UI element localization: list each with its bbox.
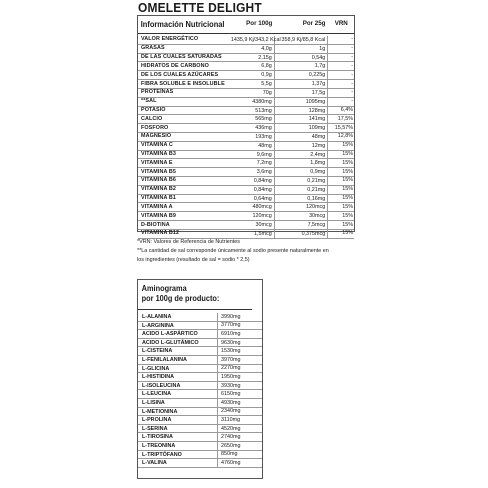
- table-row: [138, 212, 354, 221]
- table-row: [138, 399, 262, 408]
- nutrient-name: VITAMINA C: [141, 142, 173, 149]
- table-row: [138, 425, 262, 434]
- table-row: [138, 459, 262, 468]
- value-per-25g: 141mg: [275, 115, 329, 123]
- vrn-value: 15%: [342, 195, 354, 202]
- amino-acid-amount: 3770mg: [221, 322, 241, 329]
- nutrient-name: DE LOS CUALES AZÚCARES: [141, 71, 219, 78]
- nutrition-table-body: [138, 34, 354, 239]
- vrn-value: 15%: [342, 159, 354, 166]
- table-row: [138, 54, 354, 63]
- amino-acid-name: L-ALANINA: [138, 313, 218, 321]
- table-row: [138, 442, 262, 451]
- table-row: [138, 221, 354, 230]
- nutrient-name: D-BIOTINA: [141, 221, 170, 228]
- amino-acid-amount: 3930mg: [221, 382, 241, 389]
- amino-acid-name: ACIDO L-ASPÁRTICO: [138, 330, 218, 338]
- value-per-100g: 4,0g: [231, 45, 275, 53]
- nutrition-header-vrn: VRN: [334, 20, 348, 28]
- nutrient-name: VITAMINA B6: [141, 177, 176, 184]
- table-row: [138, 433, 262, 442]
- table-row: [138, 203, 354, 212]
- value-per-100g: 48mg: [231, 142, 275, 150]
- value-per-25g: 0,54g: [275, 54, 329, 62]
- vrn-value: 15,57%: [334, 124, 354, 131]
- vrn-value: 15%: [342, 168, 354, 175]
- table-row: [138, 313, 262, 322]
- nutrient-name: VITAMINA B5: [141, 168, 176, 175]
- amino-acid-name: L-TREONINA: [138, 442, 218, 450]
- vrn-value: 15%: [342, 186, 354, 193]
- value-per-100g: 5,5g: [231, 80, 275, 88]
- aminogram-table: [137, 279, 263, 479]
- footnotes: [137, 238, 357, 264]
- value-per-100g: 7,2mg: [231, 159, 275, 167]
- vrn-value: 15%: [342, 212, 354, 219]
- vrn-value: 17,5%: [337, 115, 354, 122]
- amino-acid-amount: 2740mg: [221, 434, 241, 441]
- amino-acid-amount: 1950mg: [221, 373, 241, 380]
- table-row: [138, 151, 354, 160]
- table-row: [138, 36, 354, 45]
- nutrient-name: VITAMINA B1: [141, 195, 176, 202]
- value-per-100g: 193mg: [231, 133, 275, 141]
- amino-acid-name: L-TRIPTÓFANO: [138, 451, 218, 459]
- table-row: [138, 45, 354, 54]
- table-row: [138, 159, 354, 168]
- table-row: [138, 107, 354, 116]
- value-per-25g: 7,5mcg: [275, 221, 329, 229]
- amino-acid-amount: 3970mg: [221, 356, 241, 363]
- value-per-100g: 30mcg: [231, 221, 275, 229]
- amino-acid-amount: 6910mg: [221, 330, 241, 337]
- nutrient-name: MAGNESIO: [141, 133, 172, 140]
- table-row: [138, 339, 262, 348]
- aminogram-body: [138, 310, 262, 468]
- vrn-value: 15%: [342, 203, 354, 210]
- amino-acid-name: L-LISINA: [138, 399, 218, 407]
- value-per-25g: 0,375mcg: [275, 230, 329, 238]
- table-row: [138, 322, 262, 331]
- value-per-25g: 0,225g: [275, 71, 329, 79]
- aminogram-title: Aminograma: [141, 284, 187, 293]
- vrn-value: 15%: [342, 142, 354, 149]
- value-per-25g: 120mcg: [275, 203, 329, 211]
- value-per-100g: 480mcg: [231, 203, 275, 211]
- table-row: [138, 124, 354, 133]
- amino-acid-amount: 4760mg: [221, 459, 241, 466]
- value-per-100g: 3,6mg: [231, 168, 275, 176]
- amino-acid-amount: 9630mg: [221, 339, 241, 346]
- amino-acid-name: L-VALINA: [138, 459, 218, 467]
- nutrient-name: GRASAS: [141, 45, 165, 52]
- footnote-vrn: *VRN: Valores de Referencia de Nutrientes: [137, 239, 240, 245]
- table-row: [138, 356, 262, 365]
- vrn-value: 15%: [342, 230, 354, 237]
- table-row: [138, 115, 354, 124]
- nutrient-name: **SAL: [141, 98, 157, 105]
- amino-acid-amount: 4930mg: [221, 399, 241, 406]
- nutrition-header-per25: Por 25g: [302, 20, 326, 28]
- value-per-100g: 0,9g: [231, 71, 275, 79]
- value-per-25g: 1g: [275, 45, 329, 53]
- value-per-25g: 1095mg: [275, 98, 329, 106]
- value-per-25g: 109mg: [275, 124, 329, 132]
- table-row: [138, 80, 354, 89]
- nutrition-table-header: [138, 16, 354, 34]
- table-row: [138, 373, 262, 382]
- amino-acid-name: L-LEUCINA: [138, 390, 218, 398]
- amino-acid-amount: 3110mg: [221, 416, 241, 423]
- value-per-100g: 4380mg: [231, 98, 275, 106]
- table-row: [138, 390, 262, 399]
- vrn-value: -: [351, 62, 354, 69]
- vrn-value: -: [351, 98, 354, 105]
- amino-acid-amount: 2270mg: [221, 365, 241, 372]
- nutrient-name: FOSFORO: [141, 124, 169, 131]
- value-per-25g: 2,4mg: [275, 151, 329, 159]
- value-per-100g: 565mg: [231, 115, 275, 123]
- value-per-25g: 17,5g: [275, 89, 329, 97]
- value-per-25g: 12mg: [275, 142, 329, 150]
- table-row: [138, 186, 354, 195]
- table-row: [138, 177, 354, 186]
- nutrient-name: PROTEÍNAS: [141, 89, 174, 96]
- amino-acid-name: L-HISTIDINA: [138, 373, 218, 381]
- nutrition-header-label: Información Nutricional: [140, 19, 225, 30]
- nutrient-name: VITAMINA B2: [141, 186, 176, 193]
- nutrient-name: VITAMINA B12: [141, 230, 180, 237]
- value-per-100g: 1435,9 Kj/343,2 Kcal: [230, 37, 281, 43]
- nutrient-name: VITAMINA B3: [141, 151, 176, 158]
- vrn-value: 15%: [342, 151, 354, 158]
- value-per-100g: 9,6mg: [231, 151, 275, 159]
- amino-acid-name: L-CISTEINA: [138, 347, 218, 355]
- vrn-value: 15%: [342, 177, 354, 184]
- value-per-100g: 70g: [231, 89, 275, 97]
- table-row: [138, 98, 354, 107]
- value-per-25g: 0,21mg: [275, 186, 329, 194]
- vrn-value: 15%: [342, 221, 354, 228]
- value-per-25g: 128mg: [275, 107, 329, 115]
- nutrient-name: FIBRA SOLUBLE E INSOLUBLE: [141, 80, 225, 87]
- amino-acid-amount: 2650mg: [221, 442, 241, 449]
- table-row: [138, 365, 262, 374]
- value-per-100g: 2,15g: [231, 54, 275, 62]
- table-row: [138, 142, 354, 151]
- aminogram-header: [138, 280, 252, 310]
- value-per-25g: 48mg: [275, 133, 329, 141]
- value-per-100g: 0,84mg: [231, 186, 275, 194]
- amino-acid-amount: 6150mg: [221, 391, 241, 398]
- footnote-salt: **La cantidad de sal corresponde únicamente al sodio presente naturalmente en: [137, 247, 329, 254]
- table-row: [138, 416, 262, 425]
- amino-acid-amount: 2340mg: [221, 408, 241, 415]
- table-row: [138, 330, 262, 339]
- amino-acid-amount: 4520mg: [221, 425, 241, 432]
- value-per-100g: 120mcg: [231, 212, 275, 220]
- nutrient-name: VITAMINA E: [141, 159, 173, 166]
- nutrient-name: VITAMINA A: [141, 203, 173, 210]
- nutrition-table: [137, 15, 355, 237]
- amino-acid-name: L-ISOLEUCINA: [138, 382, 218, 390]
- vrn-value: -: [351, 89, 354, 96]
- vrn-value: -: [351, 71, 354, 78]
- nutrient-name: HIDRATOS DE CARBONO: [141, 62, 209, 69]
- amino-acid-name: L-ARGININA: [138, 322, 218, 330]
- table-row: [138, 71, 354, 80]
- nutrient-name: DE LAS CUALES SATURADAS: [141, 54, 222, 61]
- value-per-25g: 1,7g: [275, 62, 329, 70]
- nutrient-name: POTASIO: [141, 106, 166, 113]
- vrn-value: -: [351, 80, 354, 87]
- table-row: [138, 89, 354, 98]
- amino-acid-name: L-PROLINA: [138, 416, 218, 424]
- nutrient-name: VALOR ENERGÉTICO: [141, 36, 199, 43]
- table-row: [138, 382, 262, 391]
- value-per-100g: 1,5mcg: [231, 230, 275, 238]
- value-per-25g: 30mcg: [275, 212, 329, 220]
- vrn-value: 6,4%: [340, 106, 354, 113]
- nutrient-name: CALCIO: [141, 115, 163, 122]
- nutrition-header-per100: Por 100g: [246, 20, 273, 28]
- value-per-100g: 6,8g: [231, 62, 275, 70]
- value-per-100g: 513mg: [231, 107, 275, 115]
- amino-acid-name: L-GLICINA: [138, 365, 218, 373]
- vrn-value: -: [351, 36, 353, 43]
- value-per-25g: 358,9 Kj/85,8 Kcal: [275, 36, 328, 44]
- value-per-100g: 0,84mg: [231, 177, 275, 185]
- table-row: [138, 133, 354, 142]
- page-title: OMELETTE DELIGHT: [138, 0, 262, 15]
- amino-acid-name: L-FENILALANINA: [138, 356, 218, 364]
- amino-acid-amount: 850mg: [221, 451, 238, 458]
- value-per-25g: 0,21mg: [275, 177, 329, 185]
- nutrient-name: VITAMINA B9: [141, 212, 176, 219]
- table-row: [138, 451, 262, 460]
- table-row: [138, 347, 262, 356]
- table-row: [138, 195, 354, 204]
- table-row: [138, 62, 354, 71]
- aminogram-subtitle: por 100g de producto:: [141, 294, 220, 303]
- amino-acid-amount: 1530mg: [221, 348, 241, 355]
- footnote-salt-cont: los ingredientes (resultado de sal = sodio * 2,5): [137, 256, 250, 263]
- table-row: [138, 168, 354, 177]
- amino-acid-name: L-TIROSINA: [138, 433, 218, 441]
- value-per-25g: 1,8mg: [275, 159, 329, 167]
- amino-acid-name: ACIDO L-GLUTÁMICO: [138, 339, 218, 347]
- value-per-25g: 0,16mg: [275, 195, 329, 203]
- value-per-100g: 0,64mg: [231, 195, 275, 203]
- table-row: [138, 408, 262, 417]
- vrn-value: 12,8%: [337, 133, 354, 140]
- value-per-25g: 0,9mg: [275, 168, 329, 176]
- amino-acid-amount: 3990mg: [221, 313, 241, 320]
- amino-acid-name: L-METIONINA: [138, 408, 218, 416]
- vrn-value: -: [351, 45, 354, 52]
- value-per-25g: 1,37g: [275, 80, 329, 88]
- value-per-100g: 436mg: [231, 124, 275, 132]
- vrn-value: -: [351, 54, 354, 61]
- amino-acid-name: L-SERINA: [138, 425, 218, 433]
